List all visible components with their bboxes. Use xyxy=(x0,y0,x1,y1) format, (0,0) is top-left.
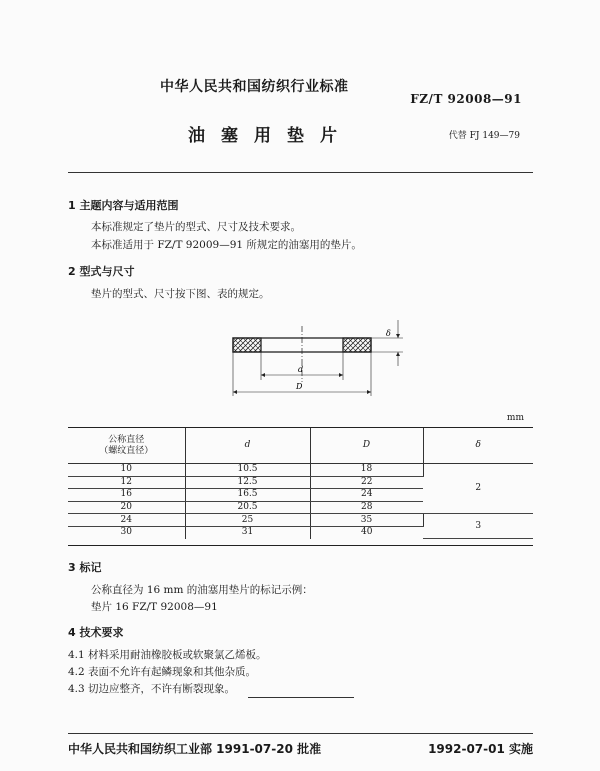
header-d: d xyxy=(185,428,310,464)
section-4-item-1: 4.1 材料采用耐油橡胶板或软聚氯乙烯板。 xyxy=(68,649,267,661)
cell-delta-group-2: 3 xyxy=(423,514,533,539)
table-row xyxy=(68,464,533,477)
D-label: D xyxy=(296,382,303,391)
cell-nominal: 10 xyxy=(68,464,185,477)
cell-d: 20.5 xyxy=(185,501,310,514)
left-section-hatch xyxy=(233,338,261,352)
replaces-note: 代替 FJ 149—79 xyxy=(448,131,520,141)
cell-d: 31 xyxy=(185,526,310,538)
dimension-table xyxy=(68,428,533,539)
issuing-organization: 中华人民共和国纺织行业标准 xyxy=(160,79,349,95)
section-3-heading: 3 标记 xyxy=(68,561,102,574)
section-3-line-1: 公称直径为 16 mm 的油塞用垫片的标记示例： xyxy=(91,584,313,596)
section-1-heading: 1 主题内容与适用范围 xyxy=(68,199,179,212)
section-4-item-3: 4.3 切边应整齐，不许有断裂现象。 xyxy=(68,683,236,695)
header-divider xyxy=(68,172,533,173)
section-2-heading: 2 型式与尺寸 xyxy=(68,265,135,278)
end-of-text-rule xyxy=(248,697,354,698)
cell-D: 22 xyxy=(310,476,423,489)
effective-date: 1992-07-01 实施 xyxy=(428,742,533,756)
document-title: 油塞用垫片 xyxy=(188,126,353,146)
cell-nominal: 20 xyxy=(68,501,185,514)
approval-note: 中华人民共和国纺织工业部 1991-07-20 批准 xyxy=(68,742,322,756)
table-row xyxy=(68,514,533,527)
d-label: d xyxy=(298,365,304,374)
section-1-line-1: 本标准规定了垫片的型式、尺寸及技术要求。 xyxy=(91,221,301,233)
section-4-item-2: 4.2 表面不允许有起鳞现象和其他杂质。 xyxy=(68,666,257,678)
cell-d: 25 xyxy=(185,514,310,527)
section-3-line-2: 垫片 16 FZ/T 92008—91 xyxy=(91,601,218,613)
cell-nominal: 30 xyxy=(68,526,185,538)
table-bottom-rule xyxy=(68,545,533,546)
header-nominal-line2: （螺纹直径） xyxy=(99,445,154,456)
header-delta: δ xyxy=(423,428,533,464)
right-section-hatch xyxy=(343,338,371,352)
cell-D: 28 xyxy=(310,501,423,514)
table-header-row xyxy=(68,428,533,464)
cell-nominal: 16 xyxy=(68,489,185,502)
header-nominal xyxy=(68,428,185,464)
cell-D: 24 xyxy=(310,489,423,502)
cell-D: 40 xyxy=(361,527,373,538)
header-nominal-line1: 公称直径 xyxy=(108,434,145,445)
standard-number: FZ/T 92008—91 xyxy=(410,92,522,106)
cell-d: 10.5 xyxy=(185,464,310,477)
section-4-heading: 4 技术要求 xyxy=(68,626,124,639)
footer-divider xyxy=(68,733,533,734)
gasket-drawing xyxy=(218,318,418,400)
cell-d: 12.5 xyxy=(185,476,310,489)
cell-nominal: 12 xyxy=(68,476,185,489)
cell-D: 18 xyxy=(310,464,423,477)
header-D: D xyxy=(310,428,423,464)
section-1-line-2: 本标准适用于 FZ/T 92009—91 所规定的油塞用的垫片。 xyxy=(91,239,362,251)
delta-label: δ xyxy=(386,329,391,338)
cell-delta-group-1: 2 xyxy=(423,464,533,514)
cell-d: 16.5 xyxy=(185,489,310,502)
cell-nominal: 24 xyxy=(68,514,185,527)
cell-D: 35 xyxy=(310,514,423,527)
section-2-text: 垫片的型式、尺寸按下图、表的规定。 xyxy=(91,288,270,300)
unit-label: mm xyxy=(506,413,524,423)
